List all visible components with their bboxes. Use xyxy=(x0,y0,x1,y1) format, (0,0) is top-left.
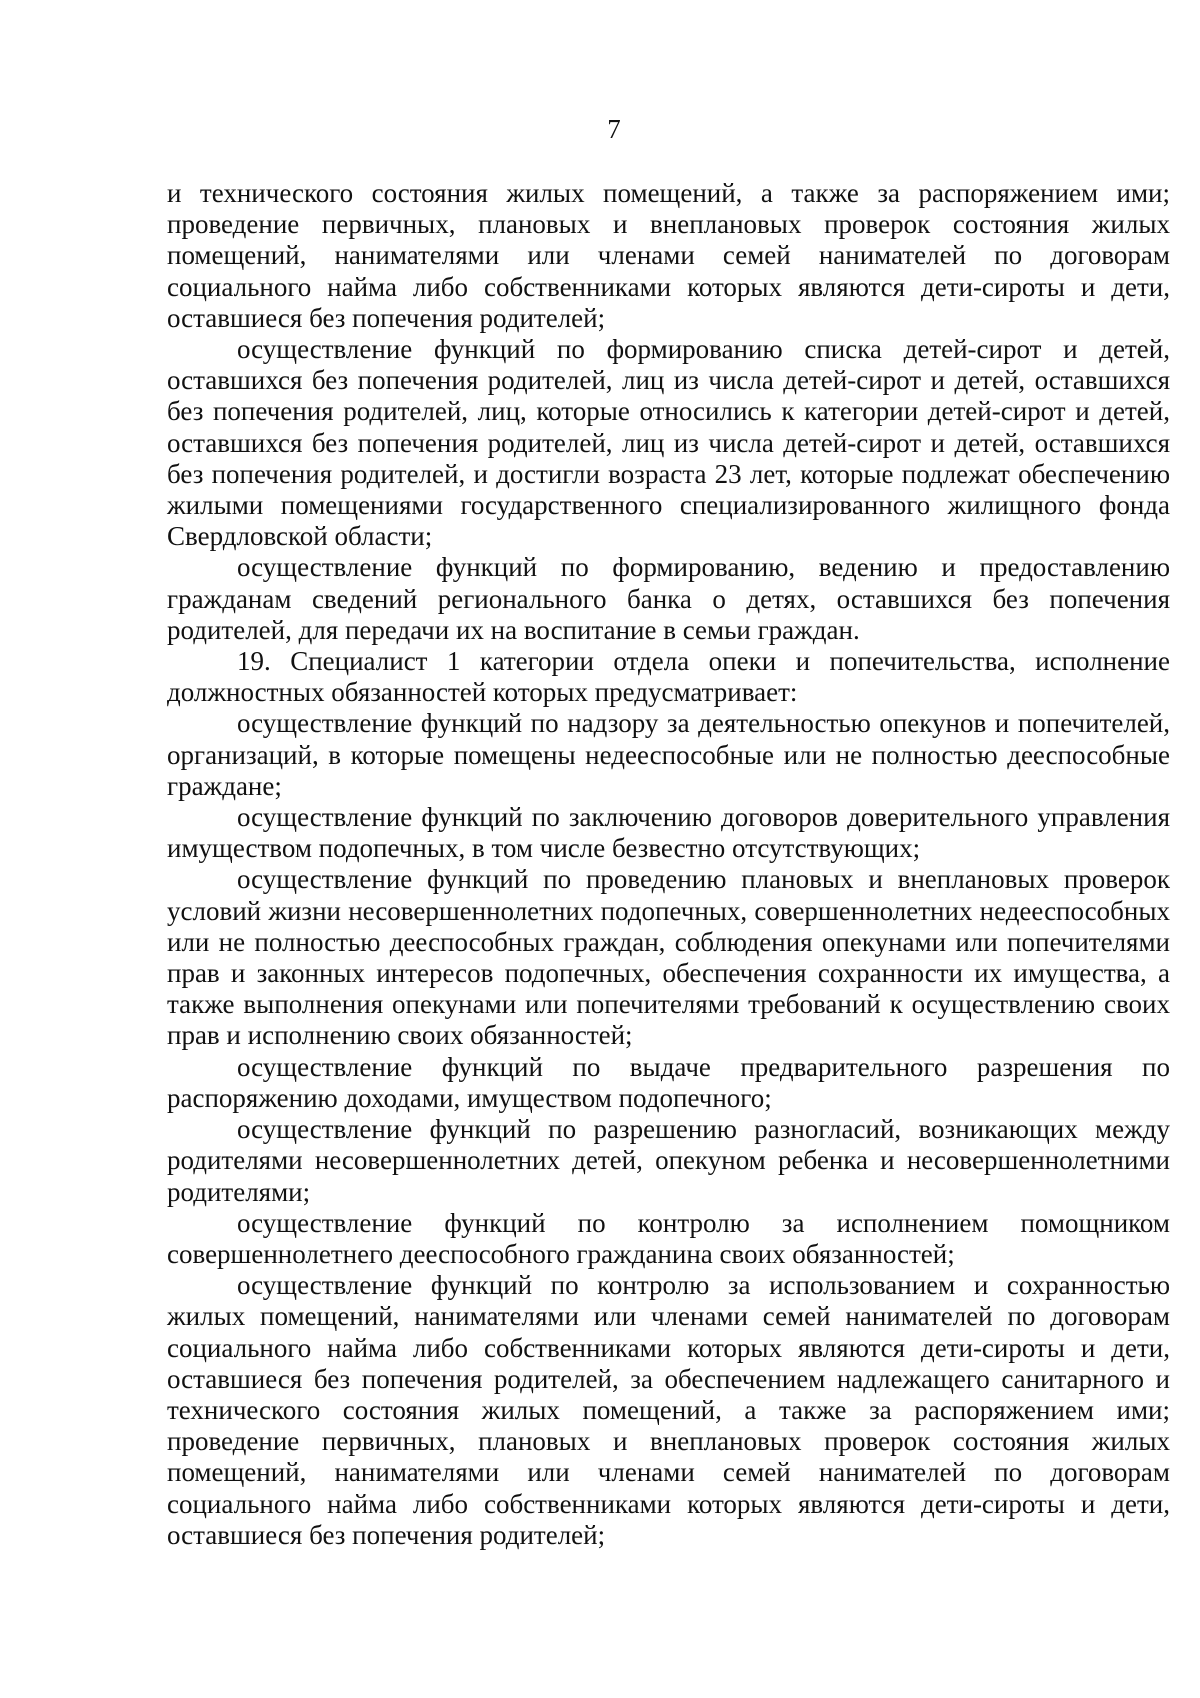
paragraph-4: 19. Специалист 1 категории отдела опеки и попечительства, исполнение должностных обязанностей которых предусматривает: xyxy=(167,646,1170,708)
paragraph-3: осуществление функций по формированию, ведению и предоставлению гражданам сведений регионального банка о детях, оставшихся без попечения родителей, для передачи их на воспитание в семьи граждан. xyxy=(167,552,1170,645)
document-body xyxy=(167,178,1170,1551)
paragraph-7: осуществление функций по проведению плановых и внеплановых проверок условий жизни несовершеннолетних подопечных, совершеннолетних недееспособных или не полностью дееспособных граждан, соблюдения опекунами или попечителями прав и законных интересов подопечных, обеспечения сохранности их имущества, а также выполнения опекунами или попечителями требований к осуществлению своих прав и исполнению своих обязанностей; xyxy=(167,864,1170,1051)
paragraph-11: осуществление функций по контролю за использованием и сохранностью жилых помещений, нанимателями или членами семей нанимателей по договорам социального найма либо собственниками которых являются дети-сироты и дети, оставшиеся без попечения родителей, за обеспечением надлежащего санитарного и технического состояния жилых помещений, а также за распоряжением ими; проведение первичных, плановых и внеплановых проверок состояния жилых помещений, нанимателями или членами семей нанимателей по договорам социального найма либо собственниками которых являются дети-сироты и дети, оставшиеся без попечения родителей; xyxy=(167,1270,1170,1550)
paragraph-5: осуществление функций по надзору за деятельностью опекунов и попечителей, организаций, в которые помещены недееспособные или не полностью дееспособные граждане; xyxy=(167,708,1170,801)
paragraph-10: осуществление функций по контролю за исполнением помощником совершеннолетнего дееспособного гражданина своих обязанностей; xyxy=(167,1207,1170,1269)
paragraph-8: осуществление функций по выдаче предварительного разрешения по распоряжению доходами, имуществом подопечного; xyxy=(167,1051,1170,1113)
page-number: 7 xyxy=(607,114,621,144)
paragraph-9: осуществление функций по разрешению разногласий, возникающих между родителями несовершеннолетних детей, опекуном ребенка и несовершеннолетними родителями; xyxy=(167,1114,1170,1207)
paragraph-1: и технического состояния жилых помещений, а также за распоряжением ими; проведение первичных, плановых и внеплановых проверок состояния жилых помещений, нанимателями или членами семей нанимателей по договорам социального найма либо собственниками которых являются дети-сироты и дети, оставшиеся без попечения родителей; xyxy=(167,178,1170,333)
paragraph-2: осуществление функций по формированию списка детей-сирот и детей, оставшихся без попечения родителей, лиц из числа детей-сирот и детей, оставшихся без попечения родителей, лиц, которые относились к категории детей-сирот и детей, оставшихся без попечения родителей, лиц из числа детей-сирот и детей, оставшихся без попечения родителей, и достигли возраста 23 лет, которые подлежат обеспечению жилыми помещениями государственного специализированного жилищного фонда Свердловской области; xyxy=(167,334,1170,552)
paragraph-6: осуществление функций по заключению договоров доверительного управления имуществом подопечных, в том числе безвестно отсутствующих; xyxy=(167,802,1170,864)
